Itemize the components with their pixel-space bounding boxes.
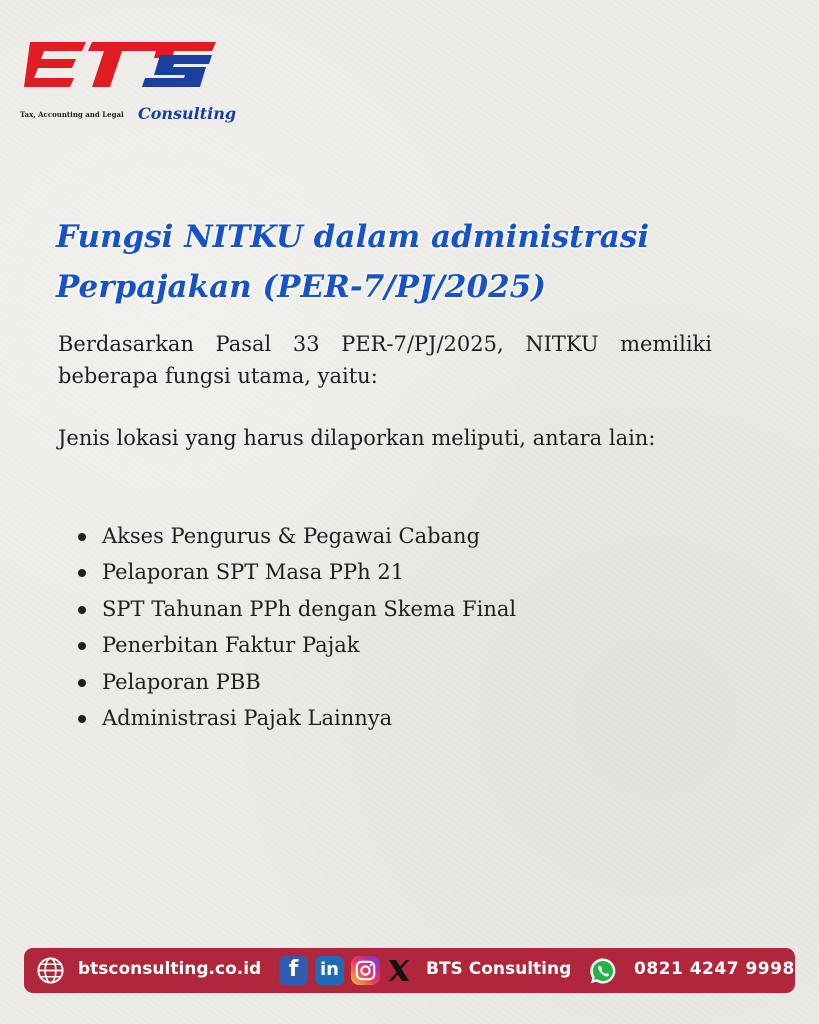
bullet-icon — [78, 569, 86, 577]
list-item-label: Administrasi Pajak Lainnya — [102, 706, 393, 731]
linkedin-icon[interactable] — [315, 956, 344, 985]
list-item — [72, 518, 516, 554]
title-line-2: Perpajakan (PER-7/PJ/2025) — [56, 269, 546, 305]
contact-footer — [24, 948, 795, 993]
phone-number[interactable]: 0821 4247 9998 — [634, 959, 795, 979]
list-item-label: SPT Tahunan PPh dengan Skema Final — [102, 596, 517, 621]
facebook-glyph: f — [288, 957, 299, 982]
bullet-icon — [78, 533, 86, 541]
instagram-icon[interactable] — [351, 956, 380, 985]
bts-logo — [16, 38, 237, 130]
logo-consulting-word: Consulting — [138, 104, 237, 123]
list-item — [72, 554, 516, 590]
list-item-label: Pelaporan SPT Masa PPh 21 — [102, 560, 405, 585]
page-title — [56, 212, 756, 312]
location-paragraph: Jenis lokasi yang harus dilaporkan meliputi, antara lain: — [58, 426, 656, 450]
facebook-icon[interactable] — [279, 956, 308, 985]
bullet-icon — [78, 715, 86, 723]
function-list — [72, 518, 516, 736]
bullet-icon — [78, 606, 86, 614]
globe-icon — [36, 956, 65, 985]
list-item-label: Penerbitan Faktur Pajak — [102, 633, 360, 658]
logo-tagline: Tax, Accounting and Legal — [20, 110, 124, 119]
title-line-1: Fungsi NITKU dalam administrasi — [56, 219, 650, 255]
list-item — [72, 591, 516, 627]
list-item — [72, 664, 516, 700]
bullet-icon — [78, 642, 86, 650]
list-item — [72, 700, 516, 736]
list-item-label: Pelaporan PBB — [102, 669, 261, 694]
brand-name[interactable]: BTS Consulting — [426, 959, 572, 979]
bullet-icon — [78, 679, 86, 687]
linkedin-glyph: in — [320, 959, 339, 980]
x-icon[interactable] — [386, 956, 412, 985]
intro-paragraph: Berdasarkan Pasal 33 PER-7/PJ/2025, NITKU memiliki beberapa fungsi utama, yaitu: — [58, 332, 712, 388]
bts-logo-mark — [16, 38, 216, 108]
whatsapp-icon[interactable] — [588, 956, 618, 986]
website-link[interactable]: btsconsulting.co.id — [78, 959, 262, 979]
list-item — [72, 627, 516, 663]
list-item-label: Akses Pengurus & Pegawai Cabang — [102, 524, 481, 548]
